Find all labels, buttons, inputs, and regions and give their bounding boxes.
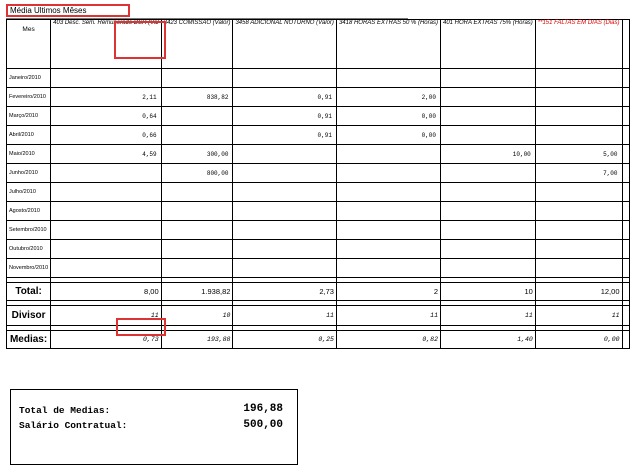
table-row xyxy=(7,88,630,107)
value-cell: 838,82 xyxy=(161,88,233,107)
value-cell xyxy=(51,164,162,183)
value-cell xyxy=(336,240,440,259)
medias-value xyxy=(622,331,629,349)
value-cell xyxy=(51,240,162,259)
value-cell xyxy=(161,202,233,221)
value-cell: 2,11 xyxy=(51,88,162,107)
value-cell xyxy=(622,107,629,126)
value-cell xyxy=(622,88,629,107)
total-value xyxy=(622,283,629,301)
summary-box xyxy=(10,389,298,465)
table-row xyxy=(7,240,630,259)
divisor-comissao-highlight xyxy=(116,318,166,336)
comissao-header-highlight xyxy=(114,21,166,59)
value-cell xyxy=(440,259,535,278)
divisor-row xyxy=(7,306,630,326)
value-cell xyxy=(622,145,629,164)
value-cell xyxy=(233,240,336,259)
table-row xyxy=(7,69,630,88)
value-cell xyxy=(51,259,162,278)
month-cell: Novembro/2010 xyxy=(7,259,51,278)
value-cell xyxy=(622,69,629,88)
value-cell xyxy=(233,183,336,202)
value-cell xyxy=(233,69,336,88)
month-cell: Julho/2010 xyxy=(7,183,51,202)
value-cell: 7,00 xyxy=(535,164,622,183)
value-cell: 800,00 xyxy=(161,164,233,183)
table-row xyxy=(7,107,630,126)
value-cell xyxy=(535,126,622,145)
value-cell xyxy=(51,69,162,88)
value-cell xyxy=(440,164,535,183)
divisor-value: 11 xyxy=(233,306,336,326)
table-row xyxy=(7,202,630,221)
value-cell xyxy=(622,183,629,202)
column-header: **151 FALTAS EM DIAS (Dias) xyxy=(535,20,622,69)
value-cell xyxy=(233,221,336,240)
month-cell: Maio/2010 xyxy=(7,145,51,164)
value-cell xyxy=(535,183,622,202)
averages-table xyxy=(6,19,630,349)
table-row xyxy=(7,221,630,240)
total-label: Total: xyxy=(7,283,51,301)
value-cell xyxy=(336,69,440,88)
medias-value: 0,82 xyxy=(336,331,440,349)
value-cell: 0,64 xyxy=(51,107,162,126)
value-cell xyxy=(622,202,629,221)
value-cell xyxy=(161,221,233,240)
value-cell: 0,00 xyxy=(336,107,440,126)
divisor-label: Divisor xyxy=(7,306,51,326)
value-cell xyxy=(161,259,233,278)
medias-value: 0,73 xyxy=(51,331,162,349)
value-cell xyxy=(535,202,622,221)
table-row xyxy=(7,259,630,278)
month-cell: Setembro/2010 xyxy=(7,221,51,240)
value-cell xyxy=(440,221,535,240)
value-cell xyxy=(440,88,535,107)
divisor-value: 11 xyxy=(51,306,162,326)
value-cell xyxy=(233,164,336,183)
value-cell xyxy=(622,164,629,183)
value-cell xyxy=(440,202,535,221)
month-cell: Junho/2010 xyxy=(7,164,51,183)
value-cell: 0,91 xyxy=(233,107,336,126)
column-header: Mes xyxy=(7,20,51,69)
value-cell xyxy=(233,145,336,164)
value-cell xyxy=(161,183,233,202)
month-cell: Agosto/2010 xyxy=(7,202,51,221)
value-cell xyxy=(161,240,233,259)
total-medias-label: Total de Medias: xyxy=(19,405,111,416)
column-header xyxy=(622,20,629,69)
column-header: 401 HORA EXTRAS 75% (Horas) xyxy=(440,20,535,69)
total-value: 12,00 xyxy=(535,283,622,301)
month-cell: Outubro/2010 xyxy=(7,240,51,259)
value-cell xyxy=(161,69,233,88)
value-cell: 300,00 xyxy=(161,145,233,164)
total-value: 8,00 xyxy=(51,283,162,301)
value-cell xyxy=(535,107,622,126)
value-cell: 0,00 xyxy=(336,126,440,145)
value-cell xyxy=(336,259,440,278)
salario-contratual-label: Salário Contratual: xyxy=(19,420,128,431)
divisor-value xyxy=(622,306,629,326)
month-cell: Março/2010 xyxy=(7,107,51,126)
value-cell xyxy=(336,221,440,240)
column-header: 3458 ADICIONAL NOTURNO (Valor) xyxy=(233,20,336,69)
divisor-value: 11 xyxy=(336,306,440,326)
table-row xyxy=(7,183,630,202)
month-cell: Fevereiro/2010 xyxy=(7,88,51,107)
value-cell: 0,66 xyxy=(51,126,162,145)
divisor-value: 10 xyxy=(161,306,233,326)
value-cell xyxy=(440,240,535,259)
value-cell: 2,00 xyxy=(336,88,440,107)
value-cell xyxy=(440,69,535,88)
value-cell xyxy=(535,240,622,259)
header-row xyxy=(7,20,630,69)
total-value: 10 xyxy=(440,283,535,301)
value-cell xyxy=(622,240,629,259)
table-row xyxy=(7,126,630,145)
medias-value: 1,40 xyxy=(440,331,535,349)
salario-contratual-value: 500,00 xyxy=(243,419,283,431)
value-cell xyxy=(440,183,535,202)
page-title: Média Ultimos Mêses xyxy=(10,6,87,15)
total-value: 1.938,82 xyxy=(161,283,233,301)
month-cell: Abril/2010 xyxy=(7,126,51,145)
value-cell xyxy=(161,126,233,145)
value-cell xyxy=(336,202,440,221)
value-cell xyxy=(622,126,629,145)
medias-value: 0,25 xyxy=(233,331,336,349)
value-cell: 5,00 xyxy=(535,145,622,164)
value-cell xyxy=(51,202,162,221)
value-cell: 10,00 xyxy=(440,145,535,164)
table-row xyxy=(7,164,630,183)
value-cell xyxy=(535,69,622,88)
value-cell xyxy=(336,164,440,183)
total-value: 2,73 xyxy=(233,283,336,301)
total-row xyxy=(7,283,630,301)
value-cell: 0,91 xyxy=(233,88,336,107)
total-medias-value: 196,88 xyxy=(243,403,283,415)
value-cell xyxy=(440,107,535,126)
value-cell xyxy=(535,259,622,278)
total-value: 2 xyxy=(336,283,440,301)
value-cell xyxy=(233,202,336,221)
month-cell: Janeiro/2010 xyxy=(7,69,51,88)
medias-label: Medias: xyxy=(7,331,51,349)
value-cell xyxy=(51,221,162,240)
value-cell xyxy=(622,221,629,240)
column-header: 403 Desc. Sem. Remunerado DSR (Val xyxy=(51,20,162,69)
value-cell xyxy=(535,221,622,240)
value-cell: 0,91 xyxy=(233,126,336,145)
medias-value: 0,00 xyxy=(535,331,622,349)
column-header: 3418 HORAS EXTRAS 50 % (Horas) xyxy=(336,20,440,69)
value-cell xyxy=(336,183,440,202)
value-cell xyxy=(622,259,629,278)
value-cell xyxy=(233,259,336,278)
value-cell: 4,59 xyxy=(51,145,162,164)
medias-value: 193,88 xyxy=(161,331,233,349)
value-cell xyxy=(161,107,233,126)
value-cell xyxy=(440,126,535,145)
value-cell xyxy=(51,183,162,202)
value-cell xyxy=(535,88,622,107)
table-row xyxy=(7,145,630,164)
value-cell xyxy=(336,145,440,164)
divisor-value: 11 xyxy=(440,306,535,326)
column-header: 3423 COMISSAO (Valor) xyxy=(161,20,233,69)
medias-row xyxy=(7,331,630,349)
divisor-value: 11 xyxy=(535,306,622,326)
